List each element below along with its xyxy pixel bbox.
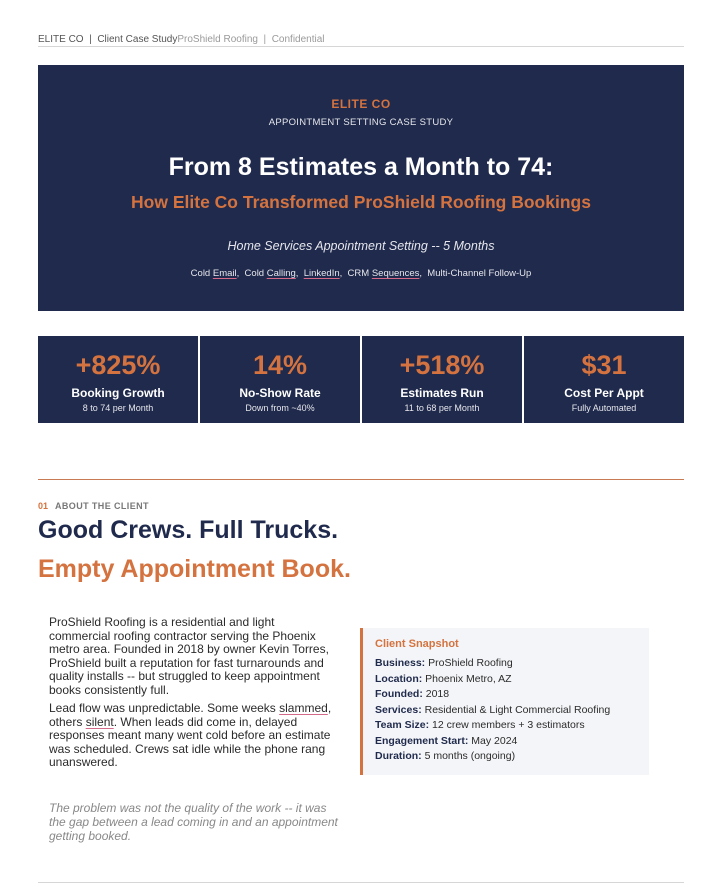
hero-banner — [38, 65, 684, 311]
stat-value: $31 — [581, 350, 627, 380]
snapshot-row — [375, 687, 649, 703]
tag-separator: , — [419, 268, 423, 279]
tag-prefix: Cold — [244, 268, 267, 279]
footer-divider — [38, 882, 684, 883]
hero-brand: ELITE CO — [331, 97, 391, 111]
stats-row — [38, 336, 684, 423]
header-brand: ELITE CO — [38, 34, 84, 45]
tag-sequences: Sequences — [371, 268, 420, 279]
body-paragraph — [49, 702, 337, 770]
stat-label: Estimates Run — [400, 386, 484, 400]
tag-separator: , — [339, 268, 343, 279]
text-run: slammed — [279, 701, 328, 715]
stat-value: +825% — [75, 350, 161, 380]
text-run: Lead flow was unpredictable. Some weeks — [49, 701, 280, 715]
tag-prefix: Cold — [190, 268, 213, 279]
snapshot-row — [375, 703, 649, 719]
tag-linkedin: LinkedIn — [303, 268, 340, 279]
running-header — [38, 34, 684, 46]
text-run: . When leads did come in, delayed responses meant many went cold before an estimate was scheduled. Crews sat idle while the phone rang unanswered. — [49, 714, 331, 769]
section-name: ABOUT THE CLIENT — [55, 501, 149, 511]
stat-detail: Fully Automated — [571, 403, 637, 413]
snapshot-value: 12 crew members + 3 estimators — [429, 719, 585, 731]
tag-prefix: CRM — [347, 268, 372, 279]
header-doc-type: Client Case Study — [97, 34, 178, 45]
body-paragraph: ProShield Roofing is a residential and light commercial roofing contractor serving the Phoenix metro area. Founded in 2018 by owner Kevin Torres, ProShield built a reputation for fast turnarounds and quality installs -- but struggled to keep appointment books consistently full. — [49, 615, 329, 697]
stat-detail: 8 to 74 per Month — [82, 403, 154, 413]
pull-quote: The problem was not the quality of the work -- it was the gap between a lead coming in and an appointment getting booked. — [49, 801, 338, 843]
stat-card — [38, 336, 198, 423]
snapshot-value: Phoenix Metro, AZ — [422, 672, 512, 685]
tag-separator: , — [236, 268, 240, 279]
snapshot-key: Engagement Start: — [375, 734, 469, 747]
section-divider — [38, 479, 684, 480]
header-divider — [38, 46, 684, 47]
header-separator: | — [89, 34, 92, 45]
tag-separator: , — [295, 268, 299, 279]
stat-label: Booking Growth — [71, 386, 165, 400]
channel-tags — [38, 268, 684, 279]
hero-subtitle: How Elite Co Transformed ProShield Roofing Bookings — [131, 192, 591, 212]
hero-title: From 8 Estimates a Month to 74: — [168, 153, 554, 181]
client-snapshot-box — [360, 628, 649, 775]
snapshot-value: Residential & Light Commercial Roofing — [421, 703, 611, 716]
section-heading: Good Crews. Full Trucks. — [38, 516, 339, 544]
text-run: , others — [49, 701, 332, 729]
stat-detail: Down from ~40% — [245, 403, 315, 413]
snapshot-key: Business: — [375, 657, 426, 669]
snapshot-row — [375, 749, 649, 765]
snapshot-row — [375, 734, 649, 750]
snapshot-key: Team Size: — [375, 719, 430, 731]
snapshot-key: Duration: — [375, 750, 422, 762]
body-text — [49, 616, 337, 775]
snapshot-key: Location: — [375, 672, 423, 685]
snapshot-row — [375, 672, 649, 688]
header-separator: | — [263, 34, 267, 45]
hero-meta: Home Services Appointment Setting -- 5 Months — [227, 239, 495, 253]
snapshot-value: May 2024 — [468, 734, 518, 747]
snapshot-row — [375, 656, 649, 672]
stat-value: +518% — [399, 350, 485, 380]
section-heading-accent: Empty Appointment Book. — [38, 555, 351, 583]
snapshot-value: 2018 — [422, 688, 450, 700]
stat-card — [362, 336, 522, 423]
snapshot-value: 5 months (ongoing) — [421, 750, 516, 762]
snapshot-value: ProShield Roofing — [425, 657, 513, 669]
header-client: ProShield Roofing — [177, 34, 258, 45]
snapshot-title: Client Snapshot — [375, 638, 459, 650]
tag-multichannel: Multi-Channel Follow-Up — [427, 268, 532, 279]
snapshot-row — [375, 718, 649, 734]
header-confidential: Confidential — [271, 34, 325, 45]
snapshot-key: Services: — [375, 703, 422, 716]
stat-label: Cost Per Appt — [564, 386, 644, 400]
stat-card — [200, 336, 360, 423]
stat-label: No-Show Rate — [239, 386, 321, 400]
tag-email: Email — [212, 268, 237, 279]
section-number: 01 — [38, 501, 49, 511]
tag-calling: Calling — [266, 268, 296, 279]
stat-card — [524, 336, 684, 423]
stat-detail: 11 to 68 per Month — [404, 403, 480, 413]
hero-kicker: APPOINTMENT SETTING CASE STUDY — [268, 117, 454, 128]
text-run: silent — [85, 714, 114, 729]
snapshot-key: Founded: — [375, 688, 423, 700]
stat-value: 14% — [252, 350, 308, 380]
